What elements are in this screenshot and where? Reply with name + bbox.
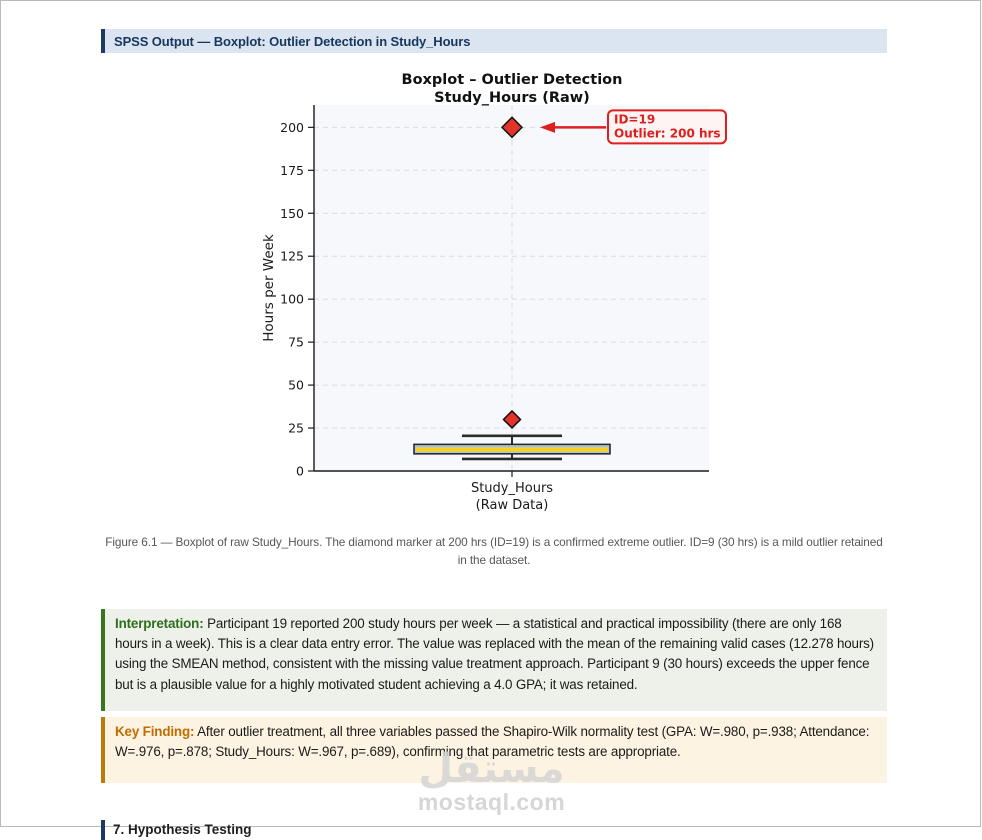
y-tick-label: 200 [280, 119, 304, 135]
y-tick-label: 100 [280, 291, 304, 307]
interpretation-text: Participant 19 reported 200 study hours per week — a statistical and practical impossibility (there are only 168 hours in a week). This is a clear data entry error. The value was replaced with the mean of the remaining valid cases (12.278 hours) using the SMEAN method, consistent with the missing value treatment approach. Participant 9 (30 hours) exceeds the upper fence but is a plausible value for a highly motivated student achieving a 4.0 GPA; it was retained. [115, 616, 874, 692]
key-finding-label: Key Finding: [115, 724, 195, 739]
y-tick-label: 125 [280, 248, 304, 264]
figure-caption: Figure 6.1 — Boxplot of raw Study_Hours. The diamond marker at 200 hrs (ID=19) is a confirmed extreme outlier. ID=9 (30 hrs) is a mild outlier retained in the dataset. [105, 535, 883, 568]
section-header-title: SPSS Output — Boxplot: Outlier Detection in Study_Hours [114, 33, 471, 49]
y-tick-label: 75 [288, 334, 304, 350]
section-header [101, 29, 887, 53]
y-tick-label: 150 [280, 205, 304, 221]
watermark-site: mostaql.com [417, 789, 566, 815]
annotation-text: Outlier: 200 hrs [614, 126, 721, 141]
x-tick-label: Study_Hours [470, 481, 554, 496]
next-section-heading: 7. Hypothesis Testing [101, 820, 252, 840]
y-tick-label: 0 [296, 463, 304, 479]
y-tick-label: 50 [288, 377, 304, 393]
interpretation-callout [101, 609, 887, 711]
y-tick-label: 25 [288, 420, 304, 436]
interpretation-label: Interpretation: [115, 616, 204, 631]
y-axis-label: Hours per Week [261, 234, 277, 342]
watermark-logo: مستقل [418, 746, 565, 792]
chart-title: Study_Hours (Raw) [434, 90, 590, 106]
key-finding-callout [101, 717, 887, 783]
boxplot-figure [259, 58, 739, 526]
x-tick-label: (Raw Data) [475, 498, 549, 513]
y-tick-label: 175 [280, 162, 304, 178]
chart-title: Boxplot – Outlier Detection [401, 72, 623, 88]
key-finding-text: After outlier treatment, all three variables passed the Shapiro-Wilk normality test (GPA: W=.980, p=.938; Attendance: W=.976, p=.878; Study_Hours: W=.967, p=.689), confirming that parametric tests are appropriate. [115, 724, 870, 760]
annotation-text: ID=19 [614, 112, 656, 127]
